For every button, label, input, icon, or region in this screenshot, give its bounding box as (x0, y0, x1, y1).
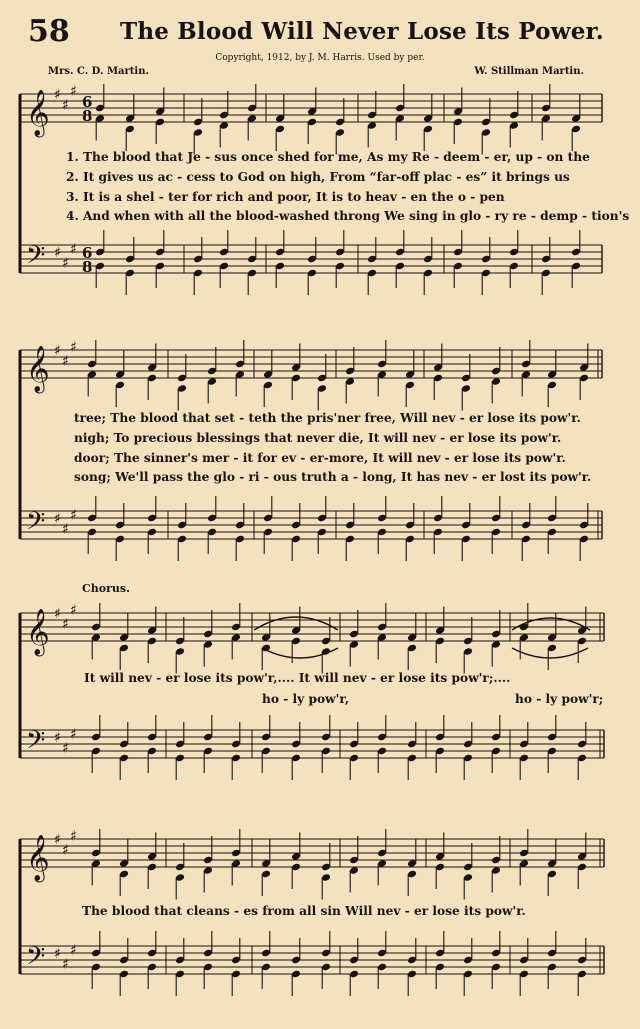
verse-4-line-2: song; We'll pass the glo - ri - ous truth a - long, It has nev - er lost its pow'r. (74, 470, 592, 484)
sharp-sign: ♯ (62, 521, 69, 538)
sharp-sign: ♯ (70, 828, 77, 845)
chorus-line-2: The blood that cleans - es from all sin Will nev - er lose its pow'r. (82, 904, 526, 918)
copyright-notice: Copyright, 1912, by J. M. Harris. Used by per. (215, 53, 425, 63)
bass-clef: 𝄢 (26, 241, 46, 276)
lyricist-credit: Mrs. C. D. Martin. (48, 66, 149, 77)
sharp-sign: ♯ (62, 956, 69, 973)
time-signature: 6 (82, 244, 93, 262)
sharp-sign: ♯ (54, 730, 61, 746)
treble-clef: 𝄞 (26, 346, 50, 392)
sharp-sign: ♯ (70, 241, 77, 258)
bass-clef: 𝄢 (26, 942, 46, 977)
chorus-line-1: It will nev - er lose its pow'r,.... It will nev - er lose its pow'r;.... (84, 671, 511, 685)
hymn-title: The Blood Will Never Lose Its Power. (120, 18, 604, 45)
sharp-sign: ♯ (70, 339, 77, 356)
treble-clef: 𝄞 (26, 835, 50, 881)
sharp-sign: ♯ (70, 942, 77, 959)
composer-credit: W. Stillman Martin. (474, 66, 584, 77)
verse-1-line-2: tree; The blood that set - teth the pris'ner free, Will nev - er lose its pow'r. (74, 411, 581, 425)
sharp-sign: ♯ (62, 353, 69, 370)
sharp-sign: ♯ (62, 255, 69, 272)
time-signature: 6 (82, 93, 93, 111)
chorus-alto-line-b: ho - ly pow'r; (515, 692, 604, 706)
sharp-sign: ♯ (54, 343, 61, 359)
bass-clef: 𝄢 (26, 726, 46, 761)
verse-2-line-1: 2. It gives us ac - cess to God on high, From “far-off plac - es” it brings us (66, 170, 570, 184)
sharp-sign: ♯ (54, 606, 61, 622)
verse-3-line-1: 3. It is a shel - ter for rich and poor, It is to heav - en the o - pen (66, 190, 505, 204)
treble-clef: 𝄞 (26, 609, 50, 655)
chorus-label: Chorus. (82, 582, 130, 595)
verse-1-line-1: 1. The blood that Je - sus once shed for me, As my Re - deem - er, up - on the (66, 150, 590, 164)
time-signature: 8 (82, 258, 93, 276)
sharp-sign: ♯ (62, 740, 69, 757)
bass-clef: 𝄢 (26, 507, 46, 542)
sharp-sign: ♯ (54, 946, 61, 962)
sharp-sign: ♯ (54, 245, 61, 261)
verse-2-line-2: nigh; To precious blessings that never die, It will nev - er lose its pow'r. (74, 431, 562, 445)
sharp-sign: ♯ (62, 97, 69, 114)
sharp-sign: ♯ (54, 832, 61, 848)
sharp-sign: ♯ (70, 726, 77, 743)
chorus-alto-line-a: ho - ly pow'r, (262, 692, 350, 706)
sharp-sign: ♯ (70, 602, 77, 619)
verse-3-line-2: door; The sinner's mer - it for ev - er-more, It will nev - er lose its pow'r. (74, 451, 566, 465)
page-number: 58 (28, 14, 70, 49)
treble-clef: 𝄞 (26, 90, 50, 136)
sharp-sign: ♯ (62, 842, 69, 859)
verse-4-line-1: 4. And when with all the blood-washed throng We sing in glo - ry re - demp - tion's (66, 209, 630, 223)
sharp-sign: ♯ (54, 511, 61, 527)
time-signature: 8 (82, 107, 93, 125)
sharp-sign: ♯ (70, 83, 77, 100)
sharp-sign: ♯ (62, 616, 69, 633)
sharp-sign: ♯ (70, 507, 77, 524)
sharp-sign: ♯ (54, 87, 61, 103)
